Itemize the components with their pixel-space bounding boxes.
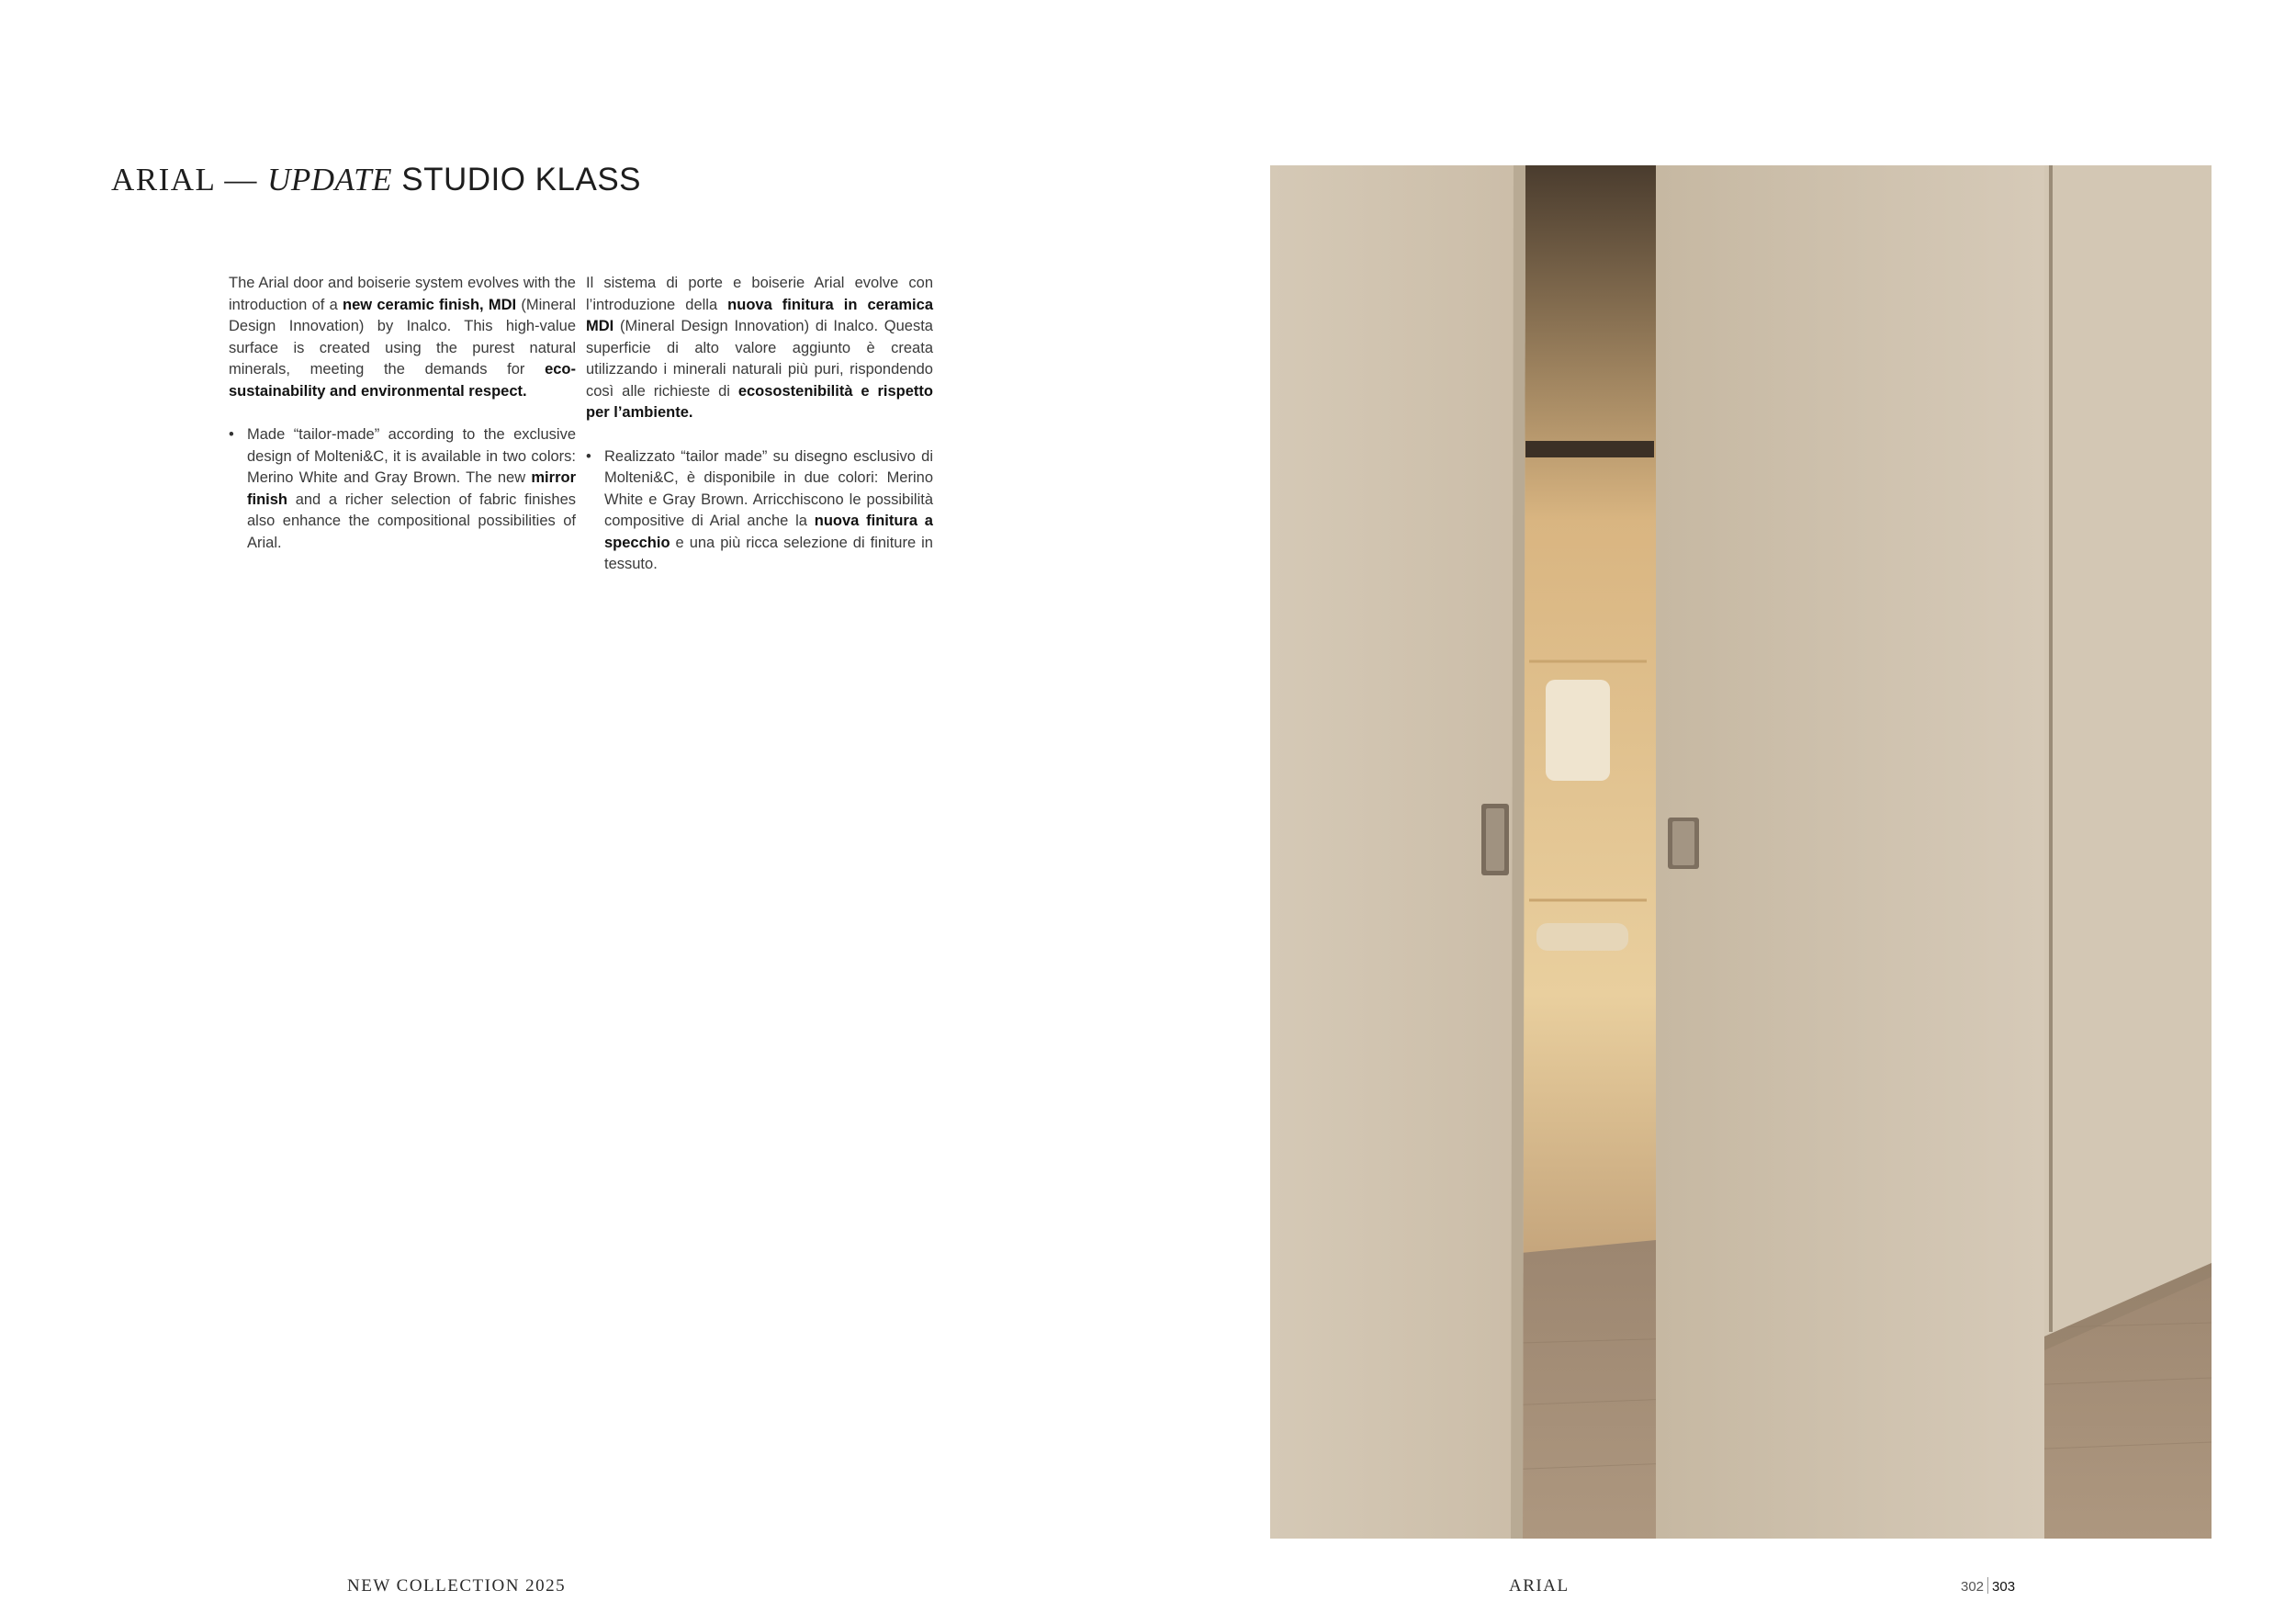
- interior-beam: [1525, 441, 1654, 457]
- hanging-shirt: [1546, 680, 1610, 781]
- folded-cushion: [1536, 923, 1628, 951]
- body-text: and a richer selection of fabric finishes also enhance the compositional possibilities of Arial.: [247, 491, 576, 551]
- title-studio: STUDIO KLASS: [401, 162, 642, 197]
- page-number-right: 303: [1992, 1579, 2016, 1595]
- page-number-left: 302: [1961, 1579, 1985, 1595]
- right-door: [1656, 165, 2044, 1539]
- italian-intro: [586, 273, 933, 424]
- emphasis-text: nuova finitura a specchio: [604, 513, 933, 551]
- boiserie-panel: [2044, 165, 2212, 1336]
- footer-section: ARIAL: [1509, 1576, 1570, 1596]
- body-text: The Arial door and boiserie system evolves with the introduction of a: [229, 275, 576, 313]
- body-text: e una più ricca selezione di finiture in tessuto.: [604, 534, 933, 572]
- title-update: UPDATE: [267, 162, 392, 197]
- title-brand: ARIAL —: [111, 162, 258, 197]
- product-photo: [1270, 165, 2212, 1539]
- body-text: Made “tailor-made” according to the exclusive design of Molteni&C, it is available in two colors: Merino White and Gray Brown. The new: [247, 426, 576, 486]
- english-column: [229, 273, 576, 554]
- page-title: [111, 162, 641, 198]
- english-bullet-list: [229, 424, 576, 554]
- italian-bullet-list: [586, 446, 933, 576]
- italian-bullet-item: [604, 446, 933, 576]
- page-numbers: [1961, 1577, 2015, 1595]
- emphasis-text: ecosostenibilità e rispetto per l’ambiente.: [586, 382, 933, 421]
- emphasis-text: eco-sustainability and environmental respect.: [229, 361, 576, 400]
- body-text: (Mineral Design Innovation) di Inalco. Questa superficie di alto valore aggiunto è creata utilizzando i minerali naturali più puri, rispondendo così alle richieste di: [586, 318, 933, 400]
- emphasis-text: mirror finish: [247, 469, 576, 508]
- body-text: (Mineral Design Innovation) by Inalco. This high-value surface is created using the purest natural minerals, meeting the demands for: [229, 296, 576, 378]
- english-intro: [229, 273, 576, 402]
- footer-collection: NEW COLLECTION 2025: [347, 1576, 567, 1596]
- body-text: Il sistema di porte e boiserie Arial evolve con l’introduzione della: [586, 275, 933, 313]
- english-bullet-item: [247, 424, 576, 554]
- emphasis-text: new ceramic finish, MDI: [343, 296, 517, 313]
- italian-column: [586, 273, 933, 576]
- emphasis-text: nuova finitura in ceramica MDI: [586, 296, 933, 334]
- door-illustration: [1270, 165, 2212, 1539]
- page-divider: [1987, 1577, 1988, 1594]
- body-text: Realizzato “tailor made” su disegno esclusivo di Molteni&C, è disponibile in due colori: Merino White e Gray Brown. Arricchiscono le possibilità compositive di Arial anche la: [604, 447, 933, 529]
